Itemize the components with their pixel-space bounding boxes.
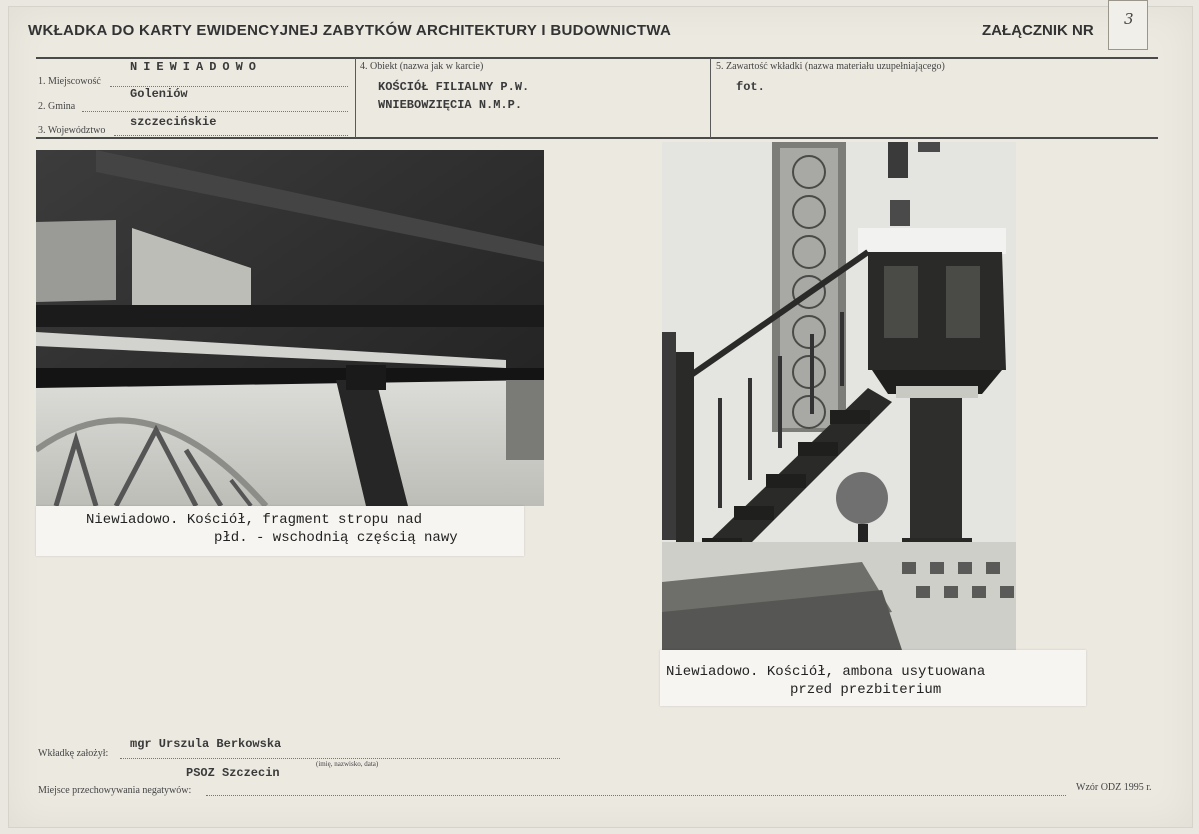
attachment-number: 3 — [1124, 10, 1134, 28]
voivodeship-label: 3. Województwo — [38, 125, 106, 136]
place-label: 1. Miejscowość — [38, 76, 101, 87]
column-divider-1 — [355, 58, 356, 138]
storage-value: PSOZ Szczecin — [186, 766, 280, 780]
attachment-label: ZAŁĄCZNIK NR — [982, 22, 1094, 39]
created-by-hint: (imię, nazwisko, data) — [316, 760, 379, 768]
column-divider-2 — [710, 58, 711, 138]
photo-1-caption-line1: Niewiadowo. Kościół, fragment stropu nad — [86, 512, 423, 528]
form-title: WKŁADKA DO KARTY EWIDENCYJNEJ ZABYTKÓW ARCHITEKTURY I BUDOWNICTWA — [28, 22, 672, 39]
object-value-line1: KOŚCIÓŁ FILIALNY P.W. — [378, 80, 530, 94]
pulpit-photo-image — [662, 142, 1016, 650]
commune-line — [82, 111, 348, 112]
photo-2-caption-line1: Niewiadowo. Kościół, ambona usytuowana — [666, 664, 986, 680]
voivodeship-value: szczecińskie — [130, 115, 217, 129]
commune-label: 2. Gmina — [38, 101, 76, 112]
table-bottom-rule — [36, 137, 1158, 139]
commune-value: Goleniów — [130, 87, 188, 101]
photo-2-caption-line2: przed prezbiterium — [790, 682, 942, 698]
photo-ceiling-fragment — [36, 150, 544, 506]
photo-pulpit — [662, 142, 1016, 650]
created-by-label: Wkładkę założył: — [38, 748, 109, 759]
ceiling-photo-image — [36, 150, 544, 506]
object-label: 4. Obiekt (nazwa jak w karcie) — [360, 61, 484, 72]
content-label: 5. Zawartość wkładki (nazwa materiału uzupełniającego) — [716, 61, 945, 72]
voivodeship-line — [114, 135, 348, 136]
created-by-value: mgr Urszula Berkowska — [130, 737, 282, 751]
form-version: Wzór ODZ 1995 r. — [1076, 782, 1152, 793]
photo-1-caption-line2: płd. - wschodnią częścią nawy — [214, 530, 458, 546]
table-top-rule — [36, 57, 1158, 59]
place-value: NIEWIADOWO — [130, 60, 263, 74]
object-value-line2: WNIEBOWZIĘCIA N.M.P. — [378, 98, 523, 112]
created-by-line — [120, 758, 560, 759]
storage-line — [206, 795, 1066, 796]
content-value: fot. — [736, 80, 765, 94]
storage-label: Miejsce przechowywania negatywów: — [38, 785, 192, 796]
